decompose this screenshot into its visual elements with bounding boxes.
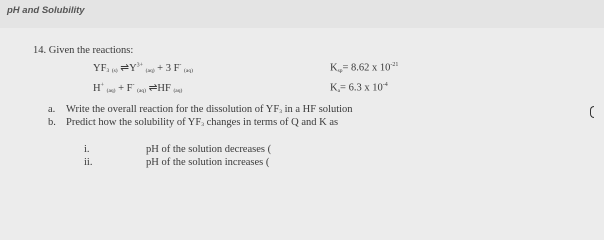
product-y: Y — [129, 63, 137, 74]
reaction-1-constant — [330, 62, 398, 74]
subpart-i — [84, 144, 271, 155]
header-bar — [0, 0, 604, 28]
ka-value: = 6.3 x 10 — [340, 82, 383, 94]
product-y-charge: 3+ — [136, 62, 144, 69]
ka-subscript: a — [337, 87, 341, 94]
equilibrium-arrow: ⇌ — [120, 63, 130, 74]
product-f: + 3 F — [157, 63, 180, 74]
reactant-state: (s) — [111, 68, 118, 74]
reaction-2-equation — [93, 82, 182, 94]
part-a-subscript: 3 — [279, 109, 282, 115]
reactant-h-charge: + — [100, 82, 104, 89]
part-a-text-tail: in a HF solution — [281, 104, 353, 115]
ksp-subscript: sp — [337, 67, 343, 74]
part-a-marker: a. — [48, 104, 56, 115]
part-b-marker: b. — [48, 117, 56, 128]
product-y-state: (aq) — [145, 68, 155, 74]
part-b-subscript: 3 — [201, 122, 204, 128]
subpart-ii — [84, 157, 269, 168]
reaction-1-equation — [93, 62, 193, 74]
reaction-2-constant — [330, 82, 388, 94]
reactant-yf3: YF — [93, 63, 107, 74]
subpart-i-marker: i. — [84, 144, 90, 155]
reactant-subscript: 3 — [106, 68, 110, 74]
ksp-value: = 8.62 x 10 — [342, 62, 391, 74]
part-b — [48, 117, 338, 128]
reactant-f: + F — [118, 83, 133, 94]
part-b-text-tail: changes in terms of Q and K as — [203, 117, 339, 128]
part-a — [48, 104, 353, 115]
page-title: pH and Solubility — [7, 5, 85, 16]
reactant-h: H — [93, 83, 101, 94]
part-b-text: Predict how the solubility of YF — [66, 117, 202, 128]
product-f-charge: - — [179, 62, 182, 69]
subpart-i-text: pH of the solution decreases ( — [146, 144, 272, 155]
ksp-label: K — [330, 62, 338, 74]
question-number-label: 14. Given the reactions: — [33, 45, 134, 56]
ksp-exponent: -21 — [390, 62, 399, 68]
product-hf: HF — [157, 83, 171, 94]
product-f-state: (aq) — [184, 68, 193, 74]
reactant-f-state: (aq) — [137, 88, 146, 94]
equilibrium-arrow: ⇌ — [148, 83, 158, 94]
subpart-ii-text: pH of the solution increases ( — [146, 157, 270, 168]
product-hf-state: (aq) — [173, 88, 183, 94]
answer-mark — [590, 106, 594, 118]
reactant-f-charge: - — [132, 82, 135, 89]
reactant-h-state: (aq) — [106, 88, 116, 94]
subpart-ii-marker: ii. — [84, 157, 93, 168]
ka-label: K — [330, 82, 338, 94]
part-a-text: Write the overall reaction for the dissolution of YF — [66, 104, 280, 115]
ka-exponent: -4 — [382, 82, 388, 88]
